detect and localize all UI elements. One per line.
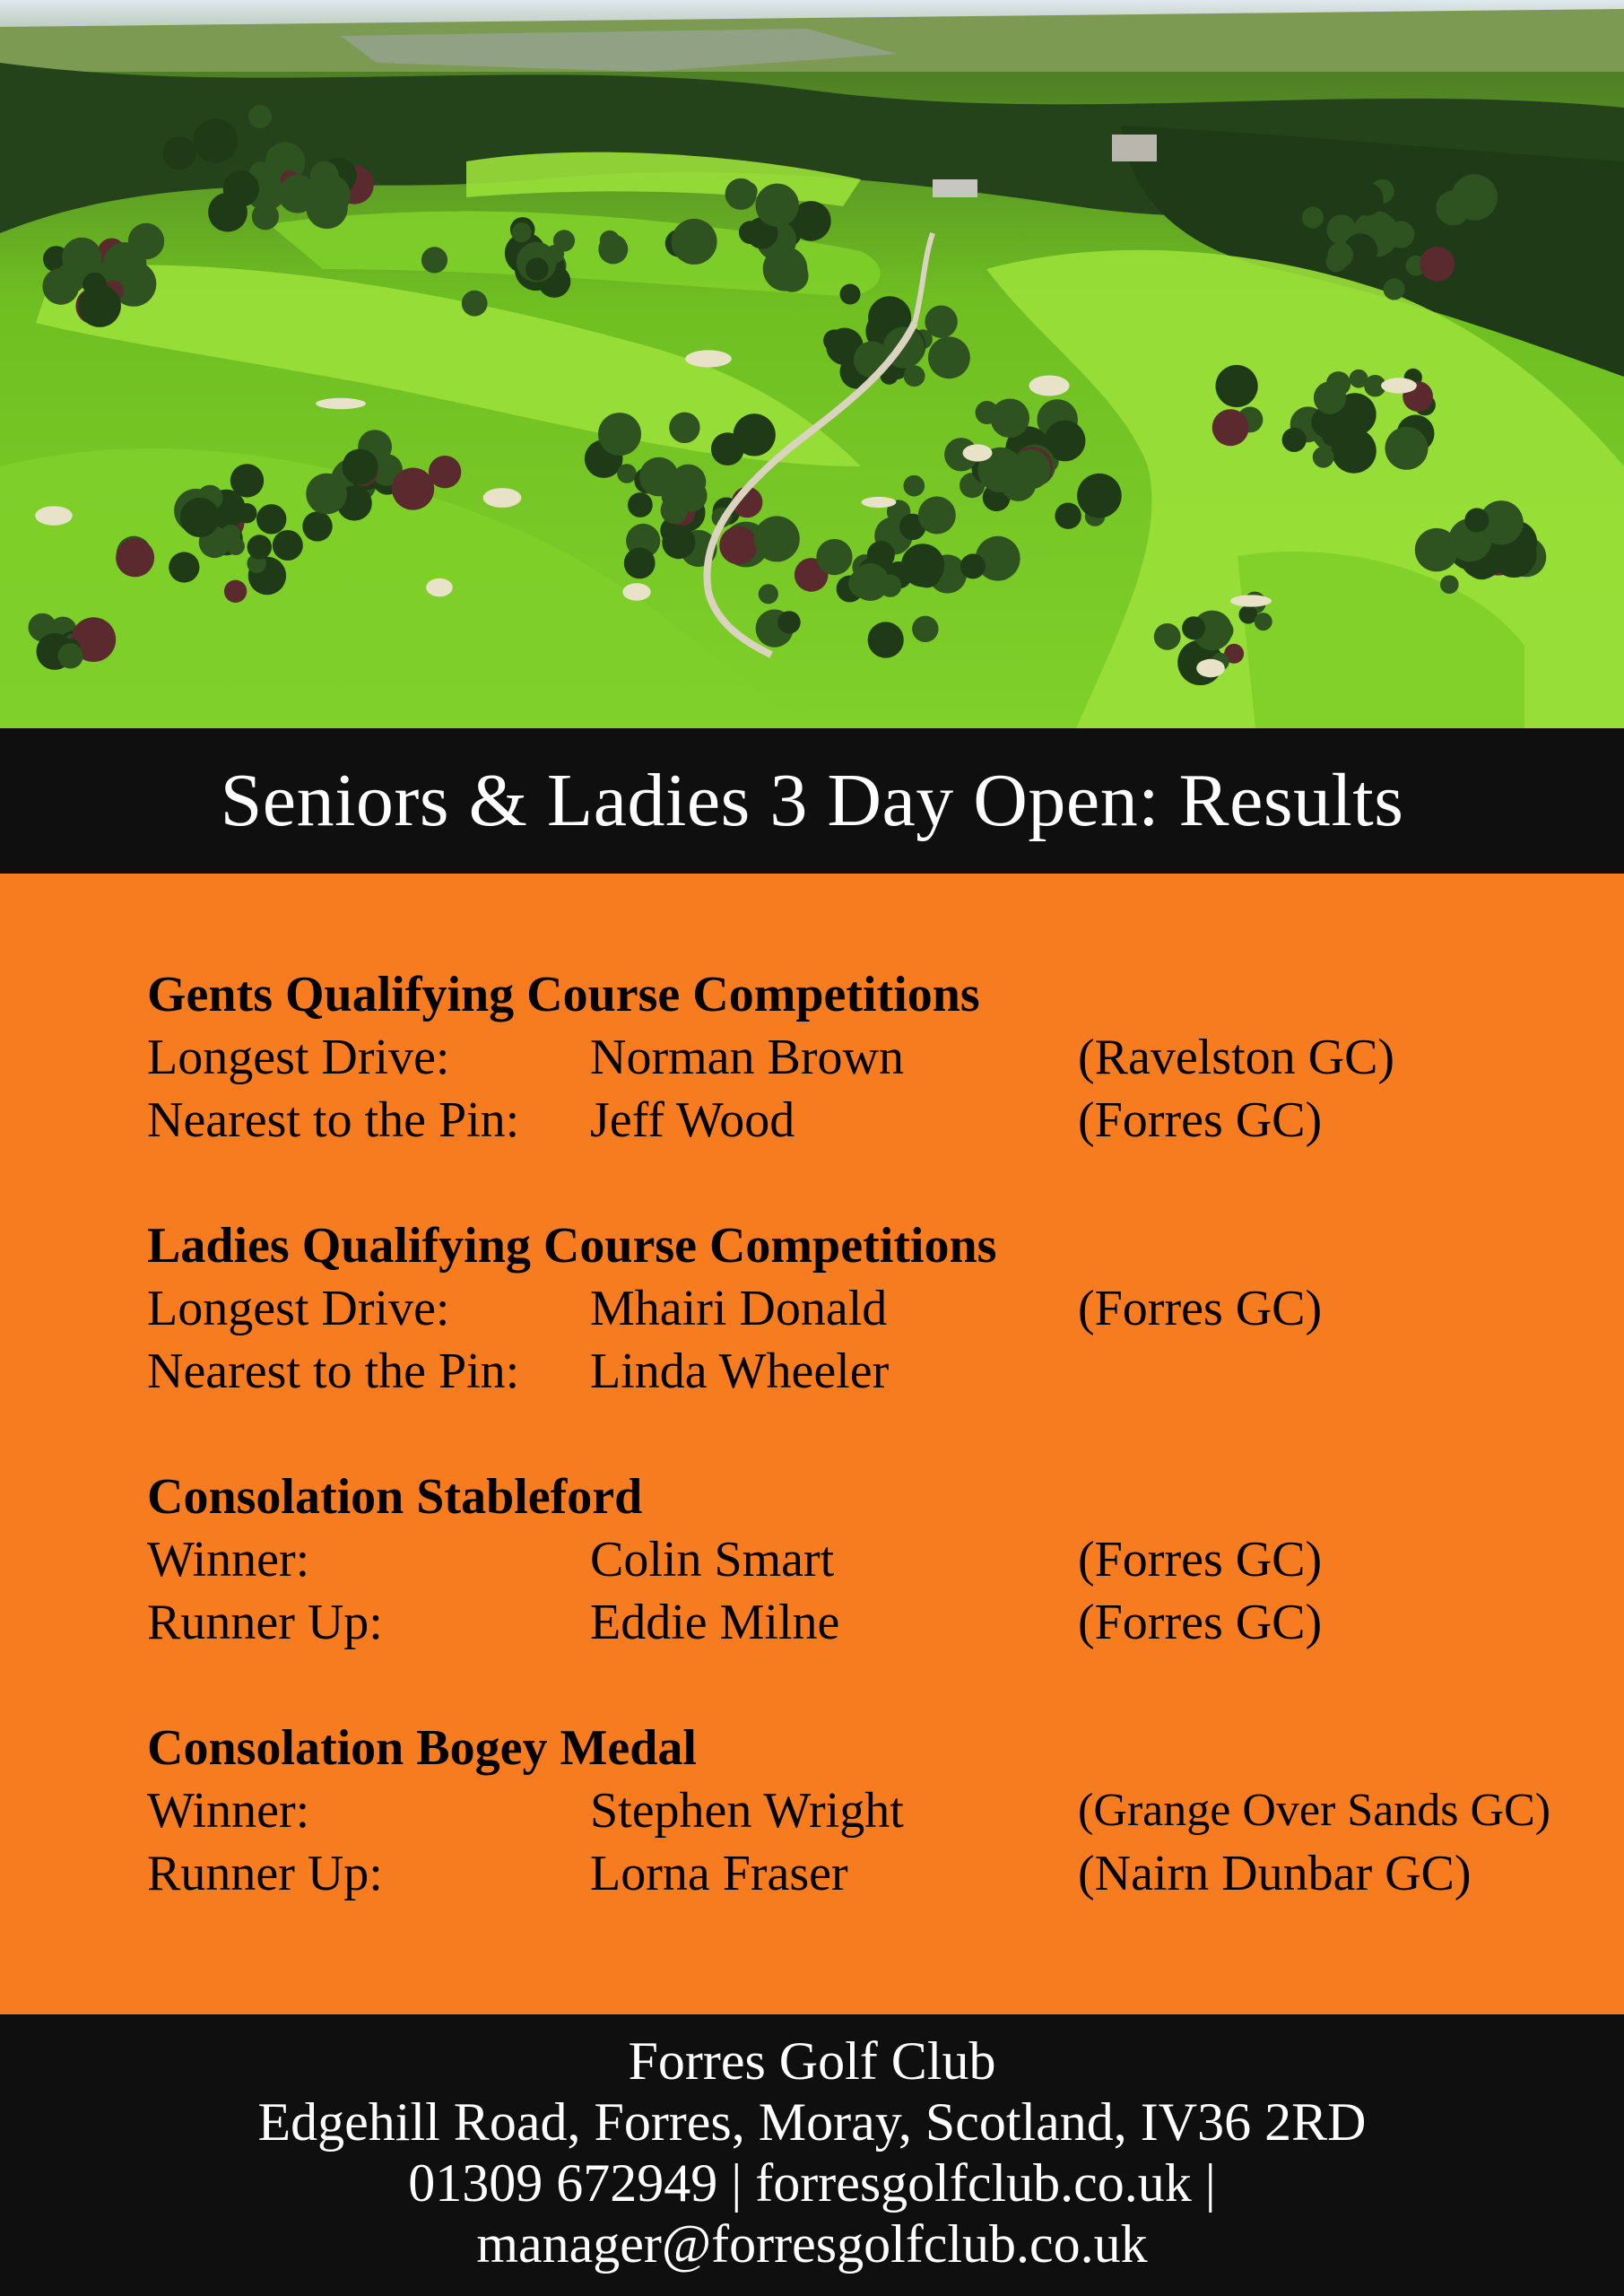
tree [1415,528,1458,571]
award-label: Longest Drive: [147,1281,450,1336]
tree [180,498,220,537]
tree [912,616,938,642]
tree [617,464,637,483]
bunker [316,398,366,409]
tree [273,530,303,561]
tree [392,468,434,510]
tree [248,105,272,128]
tree [1449,271,1471,292]
tree [719,526,758,565]
golf-course-illustration [0,0,1624,728]
tree [1302,206,1324,228]
tree [759,584,778,604]
tree [116,538,154,577]
clubhouse [933,179,977,197]
tree [1182,616,1205,639]
tree [675,480,708,512]
tree [1384,278,1405,300]
tree [739,182,758,201]
tree [525,257,548,280]
tree [83,273,107,297]
tree [306,474,347,515]
player-name: Jeff Wood [590,1092,795,1148]
player-name: Eddie Milne [590,1595,840,1650]
tree [840,284,861,305]
tree [1385,427,1429,470]
bunker [483,488,522,508]
tree [1216,365,1258,407]
tree [194,118,238,162]
tree [1451,174,1498,221]
club-name: (Forres GC) [1078,1595,1323,1650]
tree [1313,447,1334,468]
bunker [1196,659,1225,677]
tree [1011,449,1051,490]
tree [1077,474,1122,518]
tree [1420,247,1455,282]
mansion [1112,135,1157,161]
tree [545,245,564,264]
tree [223,170,259,206]
footer-phone-website: 01309 672949 | forresgolfclub.co.uk | [408,2153,1216,2213]
club-name: (Ravelston GC) [1078,1030,1395,1085]
tree [1252,238,1274,260]
tree [421,247,447,273]
bunker [622,583,650,601]
tree [1282,428,1307,452]
bunker [1029,376,1069,396]
tree [662,526,695,559]
section-heading: Ladies Qualifying Course Competitions [147,1218,997,1274]
bunker [426,578,453,597]
player-name: Stephen Wright [590,1783,904,1839]
award-label: Runner Up: [147,1846,383,1901]
bunker [862,497,897,508]
section-consolation-stableford [147,1465,1600,1654]
title-band [0,728,1624,874]
tree [854,341,890,378]
award-label: Nearest to the Pin: [147,1092,520,1148]
footer-club-name: Forres Golf Club [628,2031,996,2091]
club-name: (Grange Over Sands GC) [1078,1785,1551,1836]
tree [628,492,653,517]
tree [163,136,196,170]
footer-email: manager@forresgolfclub.co.uk [476,2214,1148,2274]
result-row [147,1842,1600,1905]
club-name: (Forres GC) [1078,1532,1323,1587]
tree [914,561,941,587]
tree [278,175,317,213]
award-label: Winner: [147,1783,310,1839]
tree [58,643,83,668]
tree [1350,183,1384,216]
tree [598,413,641,456]
tree [672,219,717,265]
tree [1212,409,1249,446]
section-heading: Consolation Bogey Medal [147,1720,697,1776]
aerial-course-photo [0,0,1624,728]
player-name: Norman Brown [590,1030,904,1085]
tree [237,503,256,523]
award-label: Winner: [147,1532,310,1587]
tree [1314,381,1346,413]
section-ladies-qualifying [147,1214,1600,1403]
tree [925,306,957,338]
section-consolation-bogey-medal [147,1717,1600,1905]
bunker [1230,595,1272,606]
tree [777,611,800,633]
result-row [147,1026,1600,1089]
tree [343,449,378,485]
tree [763,247,808,291]
tree [1328,242,1354,268]
player-name: Colin Smart [590,1532,835,1587]
award-label: Nearest to the Pin: [147,1344,520,1399]
results-panel [0,874,1624,2014]
result-row [147,1340,1600,1403]
result-row [147,1277,1600,1340]
player-name: Lorna Fraser [590,1846,848,1901]
tree [169,552,199,582]
tree [1255,613,1272,631]
tree [918,497,956,535]
tree [512,222,532,242]
tree [1325,190,1347,212]
tree [598,234,628,264]
bunker [685,350,732,367]
result-row [147,1089,1600,1152]
bunker [963,444,993,461]
page-title: Seniors & Ladies 3 Day Open: Results [220,759,1404,842]
tree [756,184,799,227]
tree [852,563,890,601]
player-name: Linda Wheeler [590,1344,890,1399]
tree [816,539,852,575]
bunker [35,506,73,526]
footer-contact [0,2014,1624,2296]
award-label: Longest Drive: [147,1030,450,1085]
player-name: Mhairi Donald [590,1281,888,1336]
club-name: (Forres GC) [1078,1281,1323,1336]
footer-address: Edgehill Road, Forres, Moray, Scotland, IV36 2RD [257,2092,1367,2152]
tree [868,622,904,657]
club-name: (Nairn Dunbar GC) [1078,1846,1472,1901]
result-row [147,1591,1600,1654]
result-row [147,1779,1600,1842]
section-heading: Consolation Stableford [147,1469,643,1525]
tree [754,516,800,561]
section-gents-qualifying [147,963,1600,1152]
tree [669,413,699,443]
tree [1464,508,1489,532]
result-row [147,1528,1600,1591]
award-label: Runner Up: [147,1595,383,1650]
tree [302,511,332,541]
tree [256,504,286,534]
tree [990,399,1029,439]
tree [1440,575,1459,594]
bunker [1381,378,1417,393]
tree [904,365,925,387]
club-name: (Forres GC) [1078,1092,1323,1148]
tree [1154,623,1181,650]
tree [248,535,272,559]
tree [960,553,986,578]
tree [230,464,264,497]
tree [462,291,488,317]
tree [221,525,240,544]
tree [224,580,247,603]
tree [1055,503,1081,529]
tree [128,223,164,259]
tree [1499,557,1517,575]
tree [1347,152,1371,177]
section-heading: Gents Qualifying Course Competitions [147,967,980,1022]
tree [928,336,970,378]
tree [734,413,776,456]
tree [1401,194,1429,222]
tree [624,548,656,579]
tree [1387,221,1414,248]
tree [904,475,925,497]
